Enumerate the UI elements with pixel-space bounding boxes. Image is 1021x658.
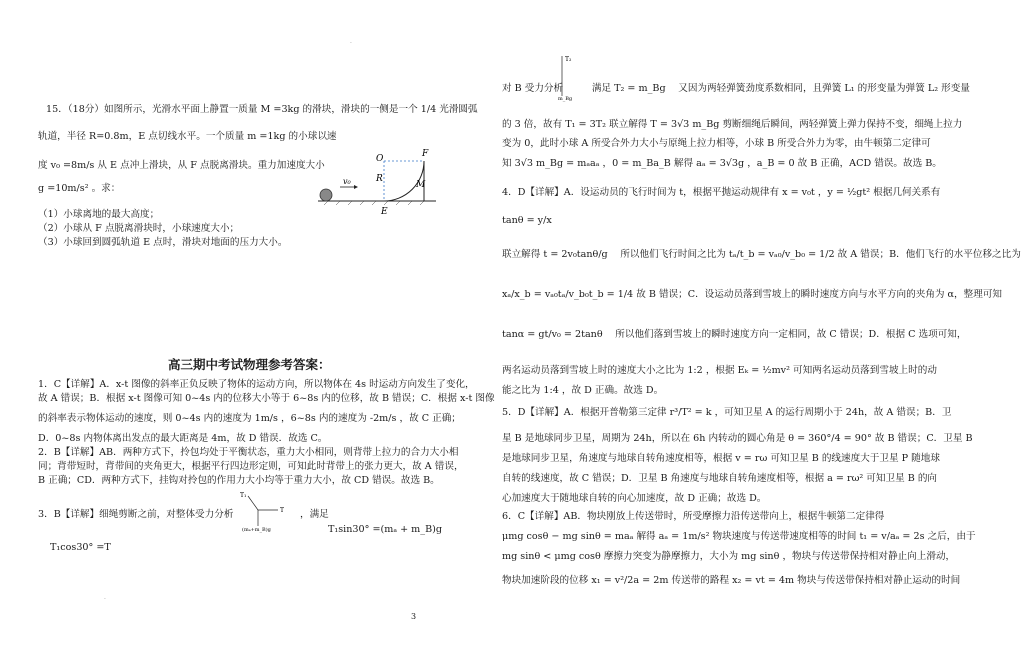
- answer-line-4: D．0~8s 内物体离出发点的最大距离是 4m，故 D 错误．故选 C。: [38, 433, 328, 444]
- problem-sub-3: （3）小球回到圆弧轨道 E 点时，滑块对地面的压力大小。: [38, 237, 288, 248]
- problem-line-4: g =10m/s² 。求：: [38, 183, 121, 194]
- velocity-arrow-head: [354, 185, 358, 189]
- answer3-force-diagram: [238, 490, 308, 532]
- right-line-11: 能之比为 1:4 ，故 D 正确。故选 D。: [502, 385, 664, 396]
- right-line-2: 的 3 倍，故有 T₁ = 3T₂ 联立解得 T = 3√3 m_Bg 剪断细绳后瞬间，两轻弹簧上弹力保持不变，细绳上拉力: [502, 119, 963, 130]
- answer-line-6: 同；背带短时，背带间的夹角更大，根据平行四边形定则，可知此时背带上的张力更大，故 A 错误，: [38, 461, 464, 472]
- answer-line-3: 的斜率表示物体运动的速度，则 0~4s 内的速度为 1m/s ，6~8s 内的速度为 -2m/s ，故 C 正确；: [38, 413, 461, 424]
- right-line-19: mg sinθ < μmg cosθ 摩擦力突变为静摩擦力，大小为 mg sinθ ，物块与传送带保持相对静止向上滑动，: [502, 551, 956, 562]
- right-line-16: 心加速度大于随地球自转的向心加速度，故 D 正确；故选 D。: [502, 493, 767, 504]
- answer-line-1: 1．C【详解】A．x-t 图像的斜率正负反映了物体的运动方向，所以物体在 4s 时运动方向发生了变化，: [38, 379, 475, 390]
- ground-hatch: [324, 201, 424, 205]
- label-v0: v₀: [343, 177, 351, 186]
- answer-line-8: 3．B【详解】细绳剪断之前，对整体受力分析: [38, 509, 234, 520]
- answer-line-9: ，满足: [300, 509, 329, 520]
- right-line-1: 对 B 受力分析 满足 T₂ = m_Bg 又因为两轻弹簧劲度系数相同，且弹簧 L₁ 的形变量为弹簧 L₂ 形变量: [502, 83, 970, 94]
- label-t1: T₁: [240, 492, 247, 499]
- right-line-14: 是地球同步卫星，角速度与地球自转角速度相等，根据 v = rω 可知卫星 B 的线速度大于卫星 P 随地球: [502, 453, 940, 464]
- ball: [320, 189, 332, 201]
- answer-line-7: B 正确；CD．两种方式下，挂钩对拎包的作用力大小均等于重力大小，故 CD 错误。故选 B。: [38, 475, 440, 486]
- right-line-10: 两名运动员落到雪坡上时的速度大小之比为 1:2 ，根据 Eₖ = ½mv² 可知两名运动员落到雪坡上时的动: [502, 365, 937, 376]
- page-mark-bottom: ·: [104, 596, 106, 603]
- label-E: E: [381, 207, 388, 217]
- right-line-4: 知 3√3 m_Bg = mₐaₐ ，0 = m_Ba_B 解得 aₐ = 3√3g ，a_B = 0 故 B 正确，ACD 错误。故选 B。: [502, 158, 942, 169]
- label-mbg: m_Bg: [558, 96, 573, 102]
- right-line-5: 4．D【详解】A．设运动员的飞行时间为 t，根据平抛运动规律有 x = v₀t ，y = ½gt² 根据几何关系有: [502, 187, 941, 198]
- label-R: R: [376, 174, 383, 184]
- answer-title: 高三期中考试物理参考答案：: [168, 357, 331, 372]
- right-line-8: xₐ/x_b = vₐ₀tₐ/v_b₀t_b = 1/4 故 B 错误；C．设运动员落到雪坡上的瞬时速度方向与水平方向的夹角为 α，整理可知: [502, 289, 1003, 300]
- right-line-13: 星 B 是地球同步卫星，周期为 24h，所以在 6h 内转动的圆心角是 θ = 360°/4 = 90° 故 B 错误；C．卫星 B: [502, 433, 973, 444]
- problem-line-1: 15．（18分）如图所示，光滑水平面上静置一质量 M =3kg 的滑块，滑块的一侧是一个 1/4 光滑圆弧: [46, 104, 478, 115]
- answer-line-10: T₁sin30° =(mₐ + m_B)g: [328, 524, 443, 535]
- label-t: T: [280, 507, 285, 514]
- problem-sub-1: （1）小球离地的最大高度；: [38, 209, 160, 220]
- right-line-7: 联立解得 t = 2v₀tanθ/g 所以他们飞行时间之比为 tₐ/t_b = vₐ₀/v_b₀ = 1/2 故 A 错误；B．他们飞行的水平位移之比为: [502, 249, 1021, 260]
- problem-line-3: 度 v₀ =8m/s 从 E 点冲上滑块，从 F 点脱离滑块。重力加速度大小: [38, 160, 325, 171]
- right-line-18: μmg cosθ − mg sinθ = maₐ 解得 aₐ = 1m/s² 物块速度与传送带速度相等的时间 t₁ = v/aₐ = 2s 之后，由于: [502, 531, 976, 542]
- label-F: F: [422, 149, 429, 159]
- force-t1: [248, 496, 258, 510]
- problem15-figure: [318, 145, 438, 217]
- label-mg: (mₐ+m_B)g: [242, 527, 271, 533]
- right-line-3: 变为 0，此时小球 A 所受合外力大小与原绳上拉力相等，小球 B 所受合外力为零，由牛顿第二定律可: [502, 138, 931, 149]
- answer-line-2: 故 A 错误；B．根据 x-t 图像可知 0~4s 内的位移大小等于 6~8s 内的位移，故 B 错误；C．根据 x-t 图像: [38, 393, 495, 404]
- right-line-6: tanθ = y/x: [502, 215, 552, 226]
- answer-line-5: 2．B【详解】AB．两种方式下，拎包均处于平衡状态，重力大小相同，则背带上拉力的合力大小相: [38, 447, 459, 458]
- right-line-20: 物块加速阶段的位移 x₁ = v²/2a = 2m 传送带的路程 x₂ = vt = 4m 物块与传送带保持相对静止运动的时间: [502, 575, 961, 586]
- page-mark-top: ·: [350, 40, 352, 47]
- right-line-9: tanα = gt/v₀ = 2tanθ 所以他们落到雪坡上的瞬时速度方向一定相同，故 C 错误；D．根据 C 选项可知，: [502, 329, 967, 340]
- page-number: 3: [411, 612, 417, 621]
- label-M: M: [416, 180, 426, 190]
- label-t2: T₂: [565, 56, 572, 63]
- problem-line-2: 轨道，半径 R=0.8m，E 点切线水平。一个质量 m =1kg 的小球以速: [38, 131, 337, 142]
- right-line-17: 6．C【详解】AB．物块刚放上传送带时，所受摩擦力沿传送带向上，根据牛顿第二定律得: [502, 511, 885, 522]
- right-line-12: 5．D【详解】A．根据开普勒第三定律 r³/T² = k ，可知卫星 A 的运行周期小于 24h，故 A 错误；B．卫: [502, 407, 952, 418]
- label-O: O: [376, 154, 384, 164]
- problem-sub-2: （2）小球从 F 点脱离滑块时，小球速度大小；: [38, 223, 240, 234]
- answer-line-11: T₁cos30° =T: [50, 542, 111, 553]
- right-line-15: 自转的线速度，故 C 错误；D．卫星 B 角速度与地球自转角速度相等，根据 a = rω² 可知卫星 B 的向: [502, 473, 938, 484]
